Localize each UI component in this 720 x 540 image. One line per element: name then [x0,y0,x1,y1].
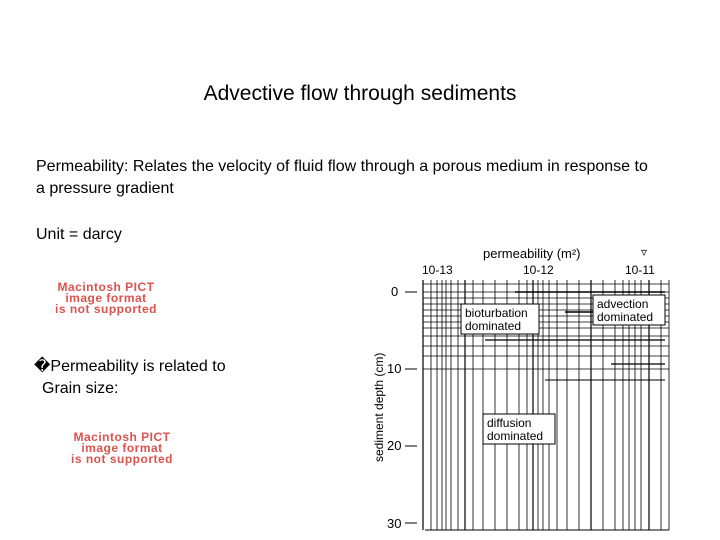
depth-tick-label: 30 [387,516,402,531]
grain-size-bullet [34,356,302,400]
pict-placeholder-top [36,282,176,315]
advection-label: dominated [597,310,654,324]
unit-line: Unit = darcy [36,226,122,243]
pict-line: image format [81,441,163,455]
permeability-definition: Permeability: Relates the velocity of fluid flow through a porous medium in response to a pressure gradient [36,158,648,197]
bullet-line: �Permeability is related to [34,358,226,375]
perm-tick-label: 10-12 [523,263,554,277]
advection-label: advection [597,297,649,311]
figure-canvas [365,240,675,536]
bioturbation-label: dominated [465,319,522,333]
depth-tick-label: 0 [391,284,399,299]
perm-tick-label: 10-11 [625,263,655,277]
diffusion-label: diffusion [487,416,532,430]
depth-tick-label: 20 [387,438,402,453]
flow-symbol: ▿ [641,245,648,259]
bullet-line: Grain size: [42,380,119,397]
permeability-depth-figure [365,240,675,536]
depth-tick-label: 10 [387,361,402,376]
pict-line: Macintosh PICT [73,430,171,444]
slide-title: Advective flow through sediments [203,82,517,105]
pict-line: is not supported [55,302,157,316]
bioturbation-label: bioturbation [465,306,528,320]
diffusion-label: dominated [487,429,544,443]
permeability-axis-label: permeability (m²) [483,246,581,261]
pict-line: is not supported [71,452,173,466]
pict-line: Macintosh PICT [57,280,155,294]
pict-line: image format [65,291,147,305]
pict-placeholder-bottom [52,432,192,465]
depth-axis-label: sediment depth (cm) [372,352,386,462]
perm-tick-label: 10-13 [422,263,453,277]
